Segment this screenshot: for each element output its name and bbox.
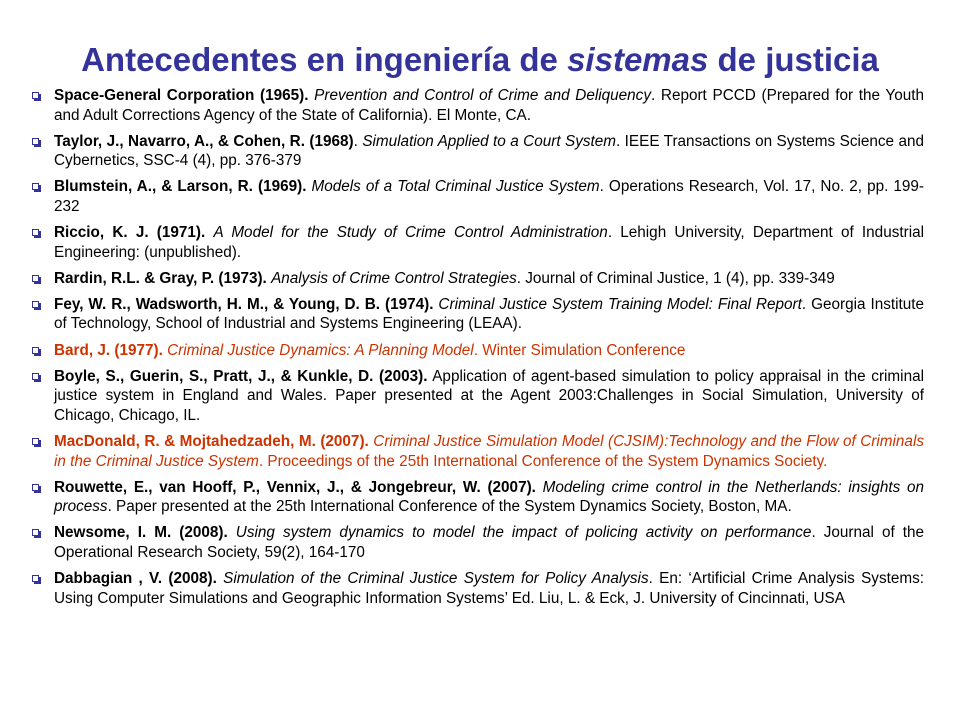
reference-details: . Report PCCD (Prepared for the Youth and Adult Corrections Agency of the State of California). El Monte, CA. [54,87,924,124]
reference-details: . Operations Research, Vol. 17, No. 2, pp. 199-232 [54,178,924,215]
slide-title [0,40,960,80]
square-bullet-icon [32,347,39,354]
reference-work-title: Criminal Justice System Training Model: Final Report [438,295,802,313]
square-bullet-icon [32,275,39,282]
reference-details: . Proceedings of the 25th International Conference of the System Dynamics Society. [258,452,828,470]
reference-authors: Blumstein, A., & Larson, R. (1969). [54,178,307,196]
title-text-end: de justicia [708,41,879,79]
reference-work-title: A Model for the Study of Crime Control Administration [213,224,608,242]
reference-work-title: Models of a Total Criminal Justice System [311,178,600,196]
reference-item [28,569,924,608]
square-bullet-icon [32,484,39,491]
square-bullet-icon [32,183,39,190]
square-bullet-icon [32,575,39,582]
reference-item: Taylor, J., Navarro, A., & Cohen, R. (1968). Simulation Applied to a Court System. IEEE Transactions on Systems Science and Cybernetics, SSC-4 (4), pp. 376-379 [28,132,924,171]
reference-item-highlighted [28,432,924,471]
reference-item [28,478,924,517]
reference-authors: Fey, W. R., Wadsworth, H. M., & Young, D. B. (1974). [54,295,434,313]
reference-work-title: Analysis of Crime Control Strategies [271,269,517,287]
reference-work-title: Criminal Justice Dynamics: A Planning Model [167,341,474,359]
reference-details: . Lehigh University, Department of Industrial Engineering: (unpublished). [54,224,924,261]
square-bullet-icon [32,229,39,236]
reference-item [28,523,924,562]
reference-details: Application of agent-based simulation to policy appraisal in the criminal justice system in England and Wales. Paper presented at the Agent 2003:Challenges in Social Simulation, University of Chicago, Chicago, IL. [54,367,924,424]
reference-authors: Boyle, S., Guerin, S., Pratt, J., & Kunkle, D. (2003). [54,367,428,385]
reference-authors: MacDonald, R. & Mojtahedzadeh, M. (2007). [54,432,369,450]
title-text-start: Antecedentes en ingeniería de [81,41,568,79]
reference-authors: Rouwette, E., van Hooff, P., Vennix, J., & Jongebreur, W. (2007). [54,478,536,496]
reference-details: . IEEE Transactions on Systems Science and Cybernetics, SSC-4 (4), pp. 376-379 [54,132,924,170]
square-bullet-icon [32,92,39,99]
square-bullet-icon [32,438,39,445]
reference-details: . Journal of Criminal Justice, 1 (4), pp. 339-349 [516,269,835,287]
title-text-emphasis: sistemas [567,41,709,79]
reference-item [28,269,924,289]
reference-authors: Dabbagian , V. (2008). [54,569,217,587]
reference-work-title: Using system dynamics to model the impact of policing activity on performance [235,524,812,542]
reference-details: . Winter Simulation Conference [473,341,686,359]
reference-details: . Journal of the Operational Research Society, 59(2), 164-170 [54,524,925,561]
square-bullet-icon [32,529,39,536]
reference-authors: Taylor, J., Navarro, A., & Cohen, R. (1968) [54,132,354,150]
reference-authors: Riccio, K. J. (1971). [54,224,206,242]
reference-work-title: Modeling crime control in the Netherlands: insights on process [54,478,925,516]
reference-item [28,86,924,125]
reference-authors: Space-General Corporation (1965). [54,87,309,104]
reference-work-title: Simulation of the Criminal Justice System for Policy Analysis [223,569,649,587]
reference-work-title: Prevention and Control of Crime and Deliquency [314,87,651,104]
square-bullet-icon [32,138,39,145]
reference-work-title: Simulation Applied to a Court System [362,132,616,150]
reference-details: . Paper presented at the 25th International Conference of the System Dynamics Society, Boston, MA. [107,498,792,516]
reference-item [28,223,924,262]
reference-list [28,86,924,615]
reference-item [28,295,924,334]
reference-details: . Georgia Institute of Technology, School of Industrial and Systems Engineering (LEAA). [54,295,925,333]
reference-authors: Newsome, I. M. (2008). [54,524,228,542]
reference-authors: Bard, J. (1977). [54,341,163,359]
reference-item-highlighted [28,341,924,361]
reference-item [28,177,924,216]
square-bullet-icon [32,373,39,380]
reference-details: . En: ‘Artificial Crime Analysis Systems: Using Computer Simulations and Geographic Information Systems’ Ed. Liu, L. & Eck, J. University of Cincinnati, USA [54,569,924,607]
square-bullet-icon [32,301,39,308]
reference-work-title: Criminal Justice Simulation Model (CJSIM):Technology and the Flow of Criminals in the Criminal Justice System [54,432,924,470]
reference-item [28,367,924,426]
reference-authors: Rardin, R.L. & Gray, P. (1973). [54,269,267,287]
